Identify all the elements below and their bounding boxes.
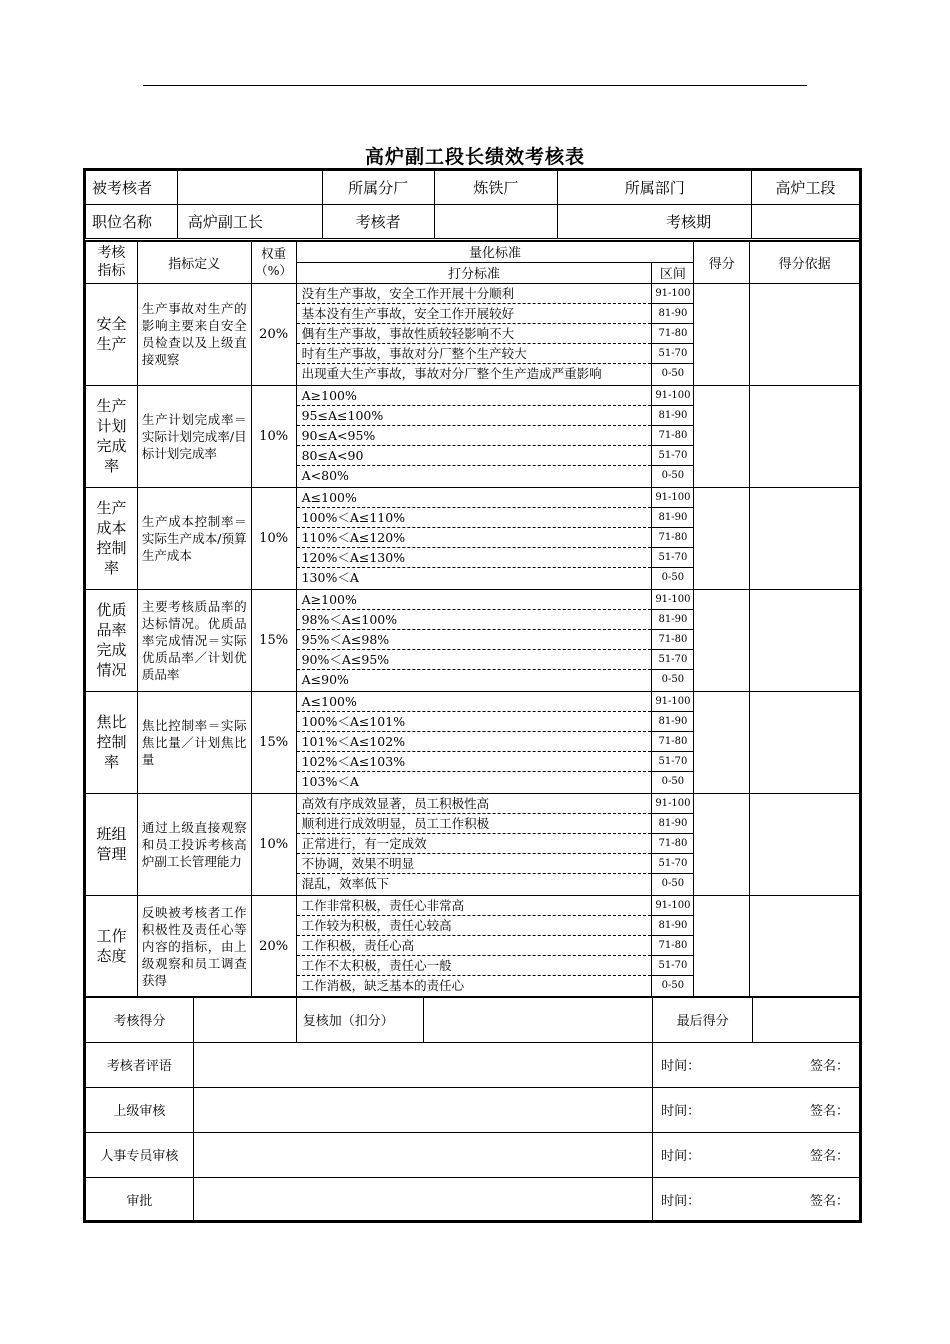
definition-cell: 焦比控制率＝实际焦比量／计划焦比量	[137, 691, 251, 793]
range-label: 91-100	[652, 386, 693, 406]
time-label: 时间：	[661, 1194, 701, 1209]
criterion-text: 103%＜A	[301, 773, 359, 789]
criterion-text: 130%＜A	[301, 569, 359, 585]
table-row	[86, 385, 860, 487]
signature-row	[86, 1132, 860, 1177]
time-sign-cell[interactable]	[653, 1087, 860, 1132]
signature-row-label: 考核者评语	[86, 1042, 194, 1087]
table-row	[86, 283, 860, 385]
criterion-text: 工作消极，缺乏基本的责任心	[301, 977, 465, 993]
basis-field[interactable]	[750, 793, 860, 895]
criterion-text: 工作较为积极，责任心较高	[297, 916, 652, 936]
indicator-cell: 班组 管理	[86, 793, 138, 895]
criterion-text: 80≤A<90	[297, 446, 652, 466]
position-label: 职位名称	[86, 205, 178, 239]
range-cell	[652, 283, 694, 385]
criterion-text: 基本没有生产事故，安全工作开展较好	[297, 304, 652, 324]
range-label: 51-70	[652, 956, 693, 976]
score-field[interactable]	[193, 997, 296, 1042]
criterion-text: 95%＜A≤98%	[297, 630, 652, 650]
period-field[interactable]	[752, 205, 860, 239]
criterion-text: 时有生产事故，事故对分厂整个生产较大	[297, 344, 652, 364]
criterion-text: 101%＜A≤102%	[297, 732, 652, 752]
range-label: 91-100	[652, 284, 693, 304]
criterion-text: 工作不太积极，责任心一般	[297, 956, 652, 976]
sign-label: 签名：	[809, 1104, 849, 1119]
comment-field[interactable]	[193, 1177, 652, 1222]
basis-field[interactable]	[750, 283, 860, 385]
col-range: 区间	[652, 262, 694, 283]
signature-row-label: 上级审核	[86, 1087, 194, 1132]
time-sign-cell[interactable]	[653, 1177, 860, 1222]
range-label: 91-100	[652, 692, 693, 712]
range-label: 91-100	[652, 794, 693, 814]
basis-field[interactable]	[750, 385, 860, 487]
definition-cell: 生产事故对生产的影响主要来自安全员检查以及上级直接观察	[137, 283, 251, 385]
definition-cell: 通过上级直接观察和员工投诉考核高炉副工长管理能力	[137, 793, 251, 895]
time-label: 时间：	[661, 1149, 701, 1164]
range-label: 51-70	[652, 344, 693, 364]
criterion-text: 工作非常积极，责任心非常高	[297, 896, 652, 916]
footer-table	[85, 996, 860, 1223]
range-cell	[652, 589, 694, 691]
range-label: 91-100	[652, 896, 693, 916]
criterion-text: A≥100%	[297, 590, 652, 610]
col-basis: 得分依据	[750, 241, 860, 283]
weight-cell: 10%	[251, 793, 296, 895]
range-label: 51-70	[652, 548, 693, 568]
page-title: 高炉副工段长绩效考核表	[364, 146, 585, 168]
criterion-text: 工作积极，责任心高	[297, 936, 652, 956]
table-row	[86, 793, 860, 895]
col-indicator: 考核 指标	[86, 241, 138, 283]
review-label: 复核加（扣分）	[296, 997, 423, 1042]
col-definition: 指标定义	[137, 241, 251, 283]
basis-field[interactable]	[750, 589, 860, 691]
criterion-text: 混乱，效率低下	[301, 875, 390, 891]
dept-label: 所属部门	[558, 171, 752, 205]
range-label: 71-80	[652, 834, 693, 854]
range-cell	[652, 487, 694, 589]
criterion-text: A≤100%	[297, 692, 652, 712]
range-label: 81-90	[652, 304, 693, 324]
signature-row	[86, 1087, 860, 1132]
criterion-text: 不协调，效果不明显	[297, 854, 652, 874]
criteria-cell	[296, 283, 652, 385]
weight-cell: 10%	[251, 487, 296, 589]
sign-label: 签名：	[809, 1149, 849, 1164]
col-weight: 权重 （%）	[251, 241, 296, 283]
dept-field[interactable]: 高炉工段	[752, 171, 860, 205]
criteria-cell	[296, 793, 652, 895]
criterion-text: 出现重大生产事故，事故对分厂整个生产造成严重影响	[301, 365, 602, 381]
range-label: 0-50	[661, 877, 685, 889]
score-label: 考核得分	[86, 997, 194, 1042]
criterion-text: 110%＜A≤120%	[297, 528, 652, 548]
definition-cell: 主要考核质品率的达标情况。优质品率完成情况＝实际优质品率／计划优质品率	[137, 589, 251, 691]
range-cell	[652, 691, 694, 793]
assessor-label: 考核者	[322, 205, 434, 239]
criterion-text: 100%＜A≤101%	[297, 712, 652, 732]
range-label: 0-50	[661, 367, 685, 379]
table-row	[86, 895, 860, 997]
review-field[interactable]	[423, 997, 653, 1042]
criterion-text: A≤100%	[297, 488, 652, 508]
indicator-cell: 焦比 控制 率	[86, 691, 138, 793]
range-label: 71-80	[652, 426, 693, 446]
indicator-cell: 生产 计划 完成 率	[86, 385, 138, 487]
score-field[interactable]	[694, 691, 750, 793]
signature-row-label: 人事专员审核	[86, 1132, 194, 1177]
criterion-text: 高效有序成效显著，员工积极性高	[297, 794, 652, 814]
range-label: 0-50	[661, 469, 685, 481]
criterion-text: 120%＜A≤130%	[297, 548, 652, 568]
definition-cell: 反映被考核者工作积极性及责任心等内容的指标，由上级观察和员工调查获得	[137, 895, 251, 997]
score-field[interactable]	[694, 793, 750, 895]
range-cell	[652, 385, 694, 487]
assessor-field[interactable]	[434, 205, 558, 239]
info-table	[85, 170, 860, 239]
definition-cell: 生产成本控制率＝实际生产成本/预算生产成本	[137, 487, 251, 589]
range-label: 51-70	[652, 854, 693, 874]
comment-field[interactable]	[193, 1132, 652, 1177]
criterion-text: 正常进行，有一定成效	[297, 834, 652, 854]
final-field[interactable]	[753, 997, 860, 1042]
indicator-cell: 安全 生产	[86, 283, 138, 385]
range-label: 0-50	[661, 673, 685, 685]
table-row	[86, 589, 860, 691]
table-row	[86, 691, 860, 793]
range-cell	[652, 793, 694, 895]
header-rule	[143, 85, 807, 86]
signature-row-label: 审批	[86, 1177, 194, 1222]
time-sign-cell[interactable]	[653, 1132, 860, 1177]
range-label: 81-90	[652, 610, 693, 630]
indicator-cell: 生产 成本 控制 率	[86, 487, 138, 589]
score-field[interactable]	[694, 487, 750, 589]
criteria-cell	[296, 589, 652, 691]
range-label: 91-100	[652, 590, 693, 610]
range-label: 71-80	[652, 324, 693, 344]
criterion-text: 100%＜A≤110%	[297, 508, 652, 528]
score-field[interactable]	[694, 385, 750, 487]
range-label: 81-90	[652, 916, 693, 936]
weight-cell: 20%	[251, 895, 296, 997]
branch-label: 所属分厂	[322, 171, 434, 205]
range-label: 81-90	[652, 508, 693, 528]
criteria-cell	[296, 487, 652, 589]
basis-field[interactable]	[750, 895, 860, 997]
range-cell	[652, 895, 694, 997]
criterion-text: 偶有生产事故，事故性质较轻影响不大	[297, 324, 652, 344]
score-field[interactable]	[694, 895, 750, 997]
range-label: 71-80	[652, 936, 693, 956]
weight-cell: 10%	[251, 385, 296, 487]
weight-cell: 15%	[251, 691, 296, 793]
col-quant: 量化标准	[296, 241, 694, 262]
comment-field[interactable]	[193, 1087, 652, 1132]
table-row	[86, 487, 860, 589]
range-label: 71-80	[652, 528, 693, 548]
range-label: 51-70	[652, 650, 693, 670]
range-label: 0-50	[661, 979, 685, 991]
criterion-text: 102%＜A≤103%	[297, 752, 652, 772]
criteria-cell	[296, 691, 652, 793]
basis-field[interactable]	[750, 487, 860, 589]
period-label: 考核期	[558, 205, 752, 239]
sign-label: 签名：	[809, 1059, 849, 1074]
final-label: 最后得分	[653, 997, 753, 1042]
comment-field[interactable]	[193, 1042, 652, 1087]
range-label: 81-90	[652, 712, 693, 732]
col-criteria: 打分标准	[296, 262, 652, 283]
weight-cell: 20%	[251, 283, 296, 385]
criterion-text: 没有生产事故，安全工作开展十分顺利	[297, 284, 652, 304]
criterion-text: 90%＜A≤95%	[297, 650, 652, 670]
examinee-label: 被考核者	[86, 171, 178, 205]
range-label: 71-80	[652, 630, 693, 650]
criterion-text: A<80%	[301, 467, 349, 483]
definition-cell: 生产计划完成率＝实际计划完成率/目标计划完成率	[137, 385, 251, 487]
time-label: 时间：	[661, 1104, 701, 1119]
indicator-cell: 优质 品率 完成 情况	[86, 589, 138, 691]
range-label: 51-70	[652, 446, 693, 466]
range-label: 0-50	[661, 775, 685, 787]
criterion-text: 95≤A≤100%	[297, 406, 652, 426]
criteria-cell	[296, 385, 652, 487]
range-label: 81-90	[652, 406, 693, 426]
criterion-text: 顺利进行成效明显，员工工作积极	[297, 814, 652, 834]
weight-cell: 15%	[251, 589, 296, 691]
col-score: 得分	[694, 241, 750, 283]
criterion-text: 98%＜A≤100%	[297, 610, 652, 630]
criterion-text: A≤90%	[301, 671, 349, 687]
position-field[interactable]: 高炉副工长	[177, 205, 322, 239]
range-label: 71-80	[652, 732, 693, 752]
time-label: 时间：	[661, 1059, 701, 1074]
examinee-field[interactable]	[177, 171, 322, 205]
basis-field[interactable]	[750, 691, 860, 793]
time-sign-cell[interactable]	[653, 1042, 860, 1087]
range-label: 0-50	[661, 571, 685, 583]
signature-row	[86, 1177, 860, 1222]
signature-row	[86, 1042, 860, 1087]
sign-label: 签名：	[809, 1194, 849, 1209]
criterion-text: 90≤A<95%	[297, 426, 652, 446]
indicator-cell: 工作 态度	[86, 895, 138, 997]
criterion-text: A≥100%	[297, 386, 652, 406]
criteria-cell	[296, 895, 652, 997]
range-label: 51-70	[652, 752, 693, 772]
assessment-table	[85, 240, 860, 998]
range-label: 81-90	[652, 814, 693, 834]
branch-field[interactable]: 炼铁厂	[434, 171, 558, 205]
range-label: 91-100	[652, 488, 693, 508]
score-field[interactable]	[694, 283, 750, 385]
score-field[interactable]	[694, 589, 750, 691]
